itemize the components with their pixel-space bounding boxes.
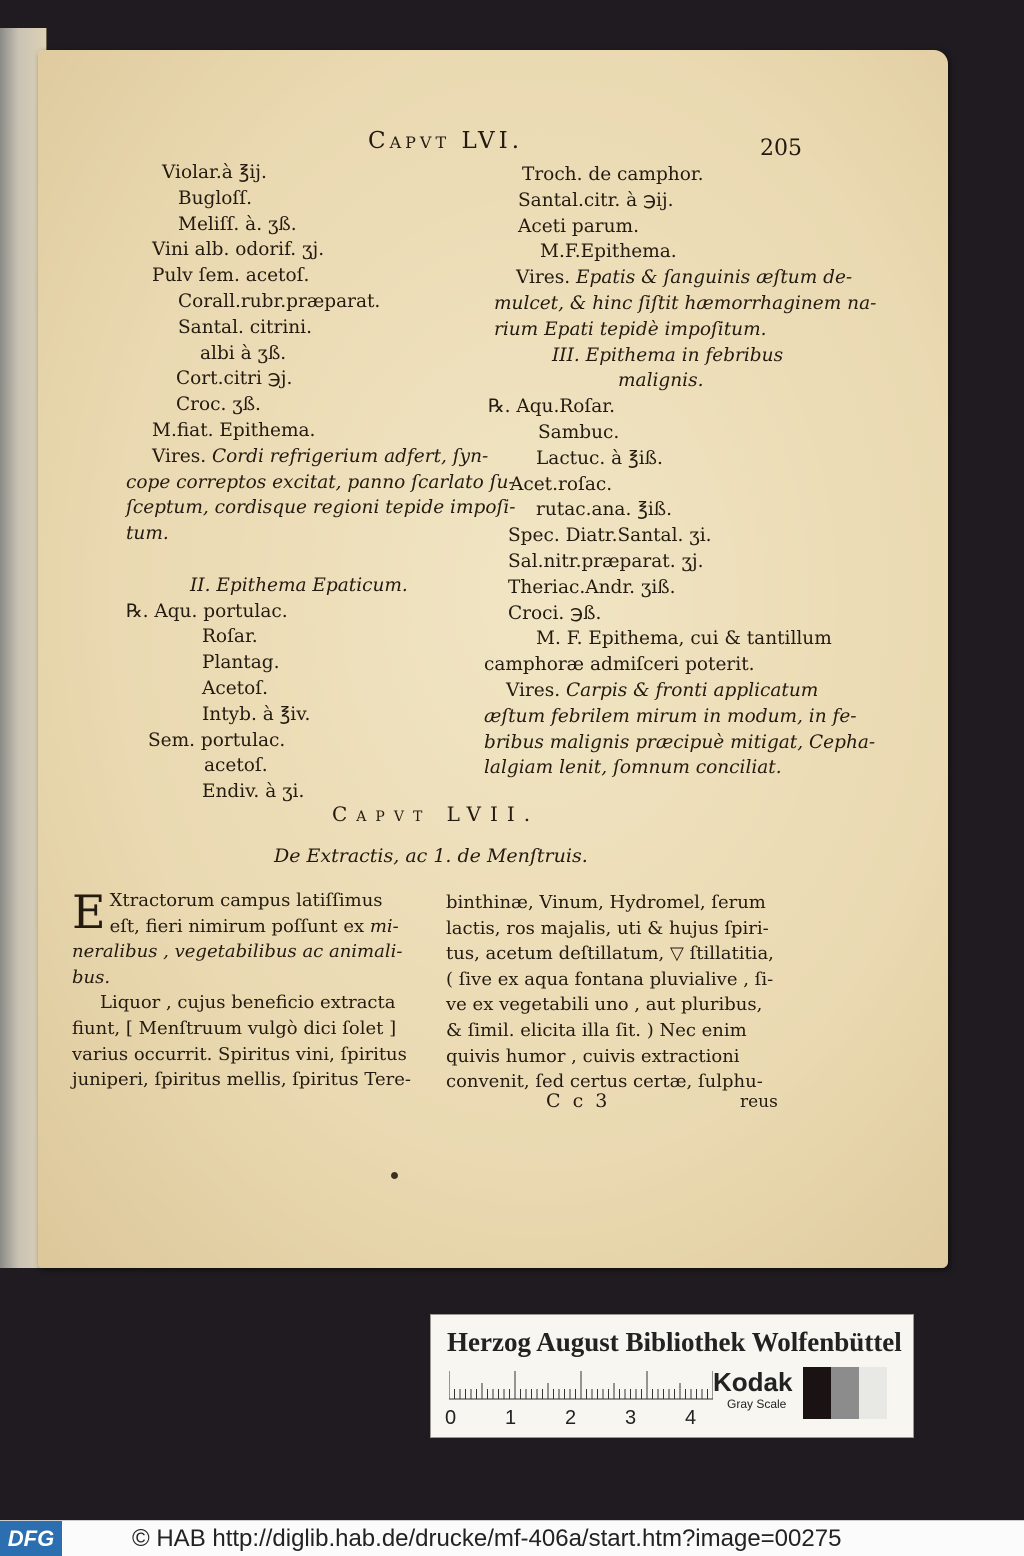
text-line (72, 939, 457, 965)
text-line (80, 366, 465, 392)
body-left-column (72, 885, 457, 1093)
line-italic-text: malignis. (618, 370, 704, 392)
right-column (448, 162, 877, 781)
text-line (80, 444, 489, 470)
text-line: ve ex vegetabili uno , aut pluribus, (446, 994, 763, 1016)
line-text: Pulv ſem. acetoſ. (152, 265, 310, 287)
line-italic-text: bribus malignis præcipuè mitigat, Cepha- (484, 731, 876, 753)
text-line (448, 601, 838, 627)
text-line (80, 521, 465, 547)
line-text: Croci. ℈ß. (508, 602, 602, 624)
text-line: tus, acetum deſtillatum, ▽ ſtillatitia, (446, 943, 774, 965)
chapter-title: Capvt LVII. (332, 802, 540, 826)
text-line (80, 753, 465, 779)
text-line (448, 678, 838, 704)
text-line (448, 497, 838, 523)
gray-swatch (831, 1367, 859, 1419)
line-italic-text: rium Epati tepidè impoſitum. (494, 318, 767, 340)
running-head: Capvt LVI. (368, 128, 524, 154)
text-line (448, 239, 838, 265)
copyright-url[interactable]: © HAB http://diglib.hab.de/drucke/mf-406a/start.htm?image=00275 (132, 1525, 842, 1552)
line-text: Santal. citrini. (178, 316, 312, 338)
signature-mark: C c 3 (546, 1090, 611, 1112)
ruler-number: 0 (445, 1407, 457, 1429)
kodak-brand: Kodak (713, 1367, 793, 1397)
text-line (448, 626, 838, 652)
text-line (448, 214, 838, 240)
text-line (80, 341, 465, 367)
text-line (448, 368, 838, 394)
line-text: albi à ʒß. (200, 342, 287, 364)
line-text: eſt, fieri nimirum poſſunt ex (109, 915, 365, 937)
line-italic-text: neralibus , vegetabilibus ac animali- (72, 941, 403, 963)
line-text: Santal.citr. à ℈ij. (518, 189, 674, 211)
line-text: camphoræ admiſceri poterit. (484, 654, 755, 676)
body-right-column (446, 890, 846, 1095)
line-italic-text: II. Epithema Epaticum. (190, 574, 408, 596)
text-line (80, 599, 465, 625)
line-italic-text: Epatis & ſanguinis æſtum de- (570, 267, 853, 289)
text-line (72, 965, 457, 991)
line-text: rutac.ana. ℥iß. (536, 499, 673, 521)
line-text: ℞. Aqu. portulac. (126, 600, 288, 622)
text-line (448, 291, 877, 317)
text-line (72, 888, 457, 914)
line-text: Troch. de camphor. (522, 164, 704, 185)
text-line (448, 420, 838, 446)
drop-cap: E (72, 885, 106, 939)
line-italic-text: ſceptum, cordisque regioni tepide impoſi- (126, 497, 516, 519)
text-line (80, 392, 465, 418)
footer-bar (0, 1520, 1024, 1556)
gray-swatch (859, 1367, 887, 1419)
text-line (80, 728, 465, 754)
text-line (448, 755, 838, 781)
line-text: Violar.à ℥ij. (162, 162, 267, 183)
text-line: lactis, ros majalis, uti & hujus ſpiri- (446, 917, 769, 939)
library-color-card (430, 1314, 914, 1438)
text-line (80, 547, 465, 573)
text-line (72, 1016, 457, 1042)
line-text: Vini alb. odorif. ʒj. (152, 239, 325, 261)
text-line (72, 990, 457, 1016)
line-text: Cort.citri ℈j. (176, 368, 293, 390)
text-line (80, 186, 465, 212)
line-text: Vires. (152, 445, 207, 467)
book-page (38, 50, 948, 1268)
line-text: juniperi, ſpiritus mellis, ſpiritus Tere- (72, 1069, 411, 1091)
line-text: Endiv. à ʒi. (202, 781, 305, 803)
ruler-number: 2 (565, 1407, 577, 1429)
text-line (80, 702, 465, 728)
line-text: Sal.nitr.præparat. ʒj. (508, 550, 704, 572)
line-italic-text: æſtum febrilem mirum in modum, in fe- (484, 705, 857, 727)
text-line (448, 188, 838, 214)
text-line (80, 289, 465, 315)
text-line (80, 676, 465, 702)
text-line (80, 470, 515, 496)
ruler-number: 3 (625, 1407, 637, 1429)
text-line: ( ſive ex aqua fontana pluvialive , ſi- (446, 968, 774, 990)
line-text: Theriac.Andr. ʒiß. (508, 576, 676, 598)
gray-swatch (803, 1367, 831, 1419)
text-line (448, 575, 838, 601)
text-line (448, 394, 838, 420)
text-line (448, 730, 876, 756)
library-name: Herzog August Bibliothek Wolfenbüttel (447, 1327, 902, 1357)
text-line (80, 573, 465, 599)
text-line (80, 650, 465, 676)
text-line (72, 914, 457, 940)
text-line: & ſimil. elicita illa ſit. ) Nec enim (446, 1019, 747, 1041)
ruler-number: 4 (685, 1407, 697, 1429)
line-text: Lactuc. à ℥iß. (536, 447, 663, 469)
text-line (448, 343, 838, 369)
line-text: Bugloſſ. (178, 187, 252, 209)
line-text: fiunt, [ Menſtruum vulgò dici ſolet ] (72, 1017, 397, 1039)
line-italic-text: Carpis & fronti applicatum (560, 679, 819, 701)
line-text: acetoſ. (204, 755, 268, 777)
line-text: Plantag. (202, 652, 280, 674)
line-text: Corall.rubr.præparat. (178, 290, 381, 312)
line-italic-text: mulcet, & hinc ſiſtit hæmorrhaginem na- (494, 292, 877, 314)
line-text: Croc. ʒß. (176, 394, 261, 416)
text-line (448, 652, 838, 678)
text-line (448, 265, 853, 291)
text-line (80, 418, 465, 444)
line-italic-text: bus. (72, 966, 111, 988)
text-line (448, 162, 838, 188)
text-line: convenit, ſed certus certæ, ſulphu- (446, 1071, 763, 1093)
text-line (448, 523, 838, 549)
text-line (80, 495, 516, 521)
left-column (80, 160, 516, 805)
line-text: Acet.roſac. (510, 473, 613, 495)
line-text: M.fiat. Epithema. (152, 419, 316, 441)
text-line: binthinæ, Vinum, Hydromel, ſerum (446, 892, 766, 913)
gray-scale-label: Gray Scale (727, 1397, 787, 1411)
line-italic-text: III. Epithema in febribus (552, 344, 784, 366)
line-text: Xtractorum campus latiſſimus (109, 890, 383, 911)
text-line (80, 263, 465, 289)
text-line: quivis humor , cuivis extractioni (446, 1045, 740, 1067)
line-italic-text: Cordi refrigerium adfert, ſyn- (206, 445, 489, 467)
text-line (448, 472, 838, 498)
text-line (72, 1042, 457, 1068)
text-line (80, 160, 465, 186)
line-text: Vires. (516, 267, 571, 289)
line-italic-text: mi- (364, 915, 399, 937)
line-text: Sem. portulac. (148, 729, 286, 751)
line-text: Acetoſ. (202, 677, 268, 699)
text-line (80, 315, 465, 341)
text-line (448, 446, 838, 472)
ruler-number: 1 (505, 1407, 517, 1429)
line-text: Aceti parum. (518, 215, 639, 237)
line-text: Liquor , cujus beneficio extracta (100, 992, 396, 1014)
scale-ruler-icon (449, 1371, 713, 1401)
line-text: Intyb. à ℥iv. (202, 703, 311, 725)
text-line (80, 212, 465, 238)
text-line (448, 704, 857, 730)
page-number: 205 (760, 136, 802, 161)
line-text: varius occurrit. Spiritus vini, ſpiritus (72, 1043, 407, 1065)
ink-dot (391, 1172, 398, 1179)
dfg-logo: DFG (0, 1521, 62, 1556)
catchword: reus (740, 1092, 778, 1112)
line-text: M.F.Epithema. (540, 241, 677, 263)
text-line (448, 317, 838, 343)
line-text: Spec. Diatr.Santal. ʒi. (508, 525, 712, 547)
line-italic-text: lalgiam lenit, ſomnum conciliat. (484, 757, 782, 779)
text-line (72, 1067, 457, 1093)
line-text: Roſar. (202, 626, 258, 648)
text-line (80, 237, 465, 263)
chapter-subtitle: De Extractis, ac 1. de Menſtruis. (274, 845, 588, 867)
line-text: M. F. Epithema, cui & tantillum (536, 628, 832, 650)
line-italic-text: cope correptos excitat, panno ſcarlato ſu- (126, 471, 515, 493)
line-text: Sambuc. (538, 421, 620, 443)
line-text: Vires. (506, 679, 561, 701)
line-text: Meliſſ. à. ʒß. (178, 213, 297, 235)
line-italic-text: tum. (126, 523, 169, 545)
text-line (80, 624, 465, 650)
text-line (448, 549, 838, 575)
line-text: ℞. Aqu.Roſar. (488, 396, 615, 418)
